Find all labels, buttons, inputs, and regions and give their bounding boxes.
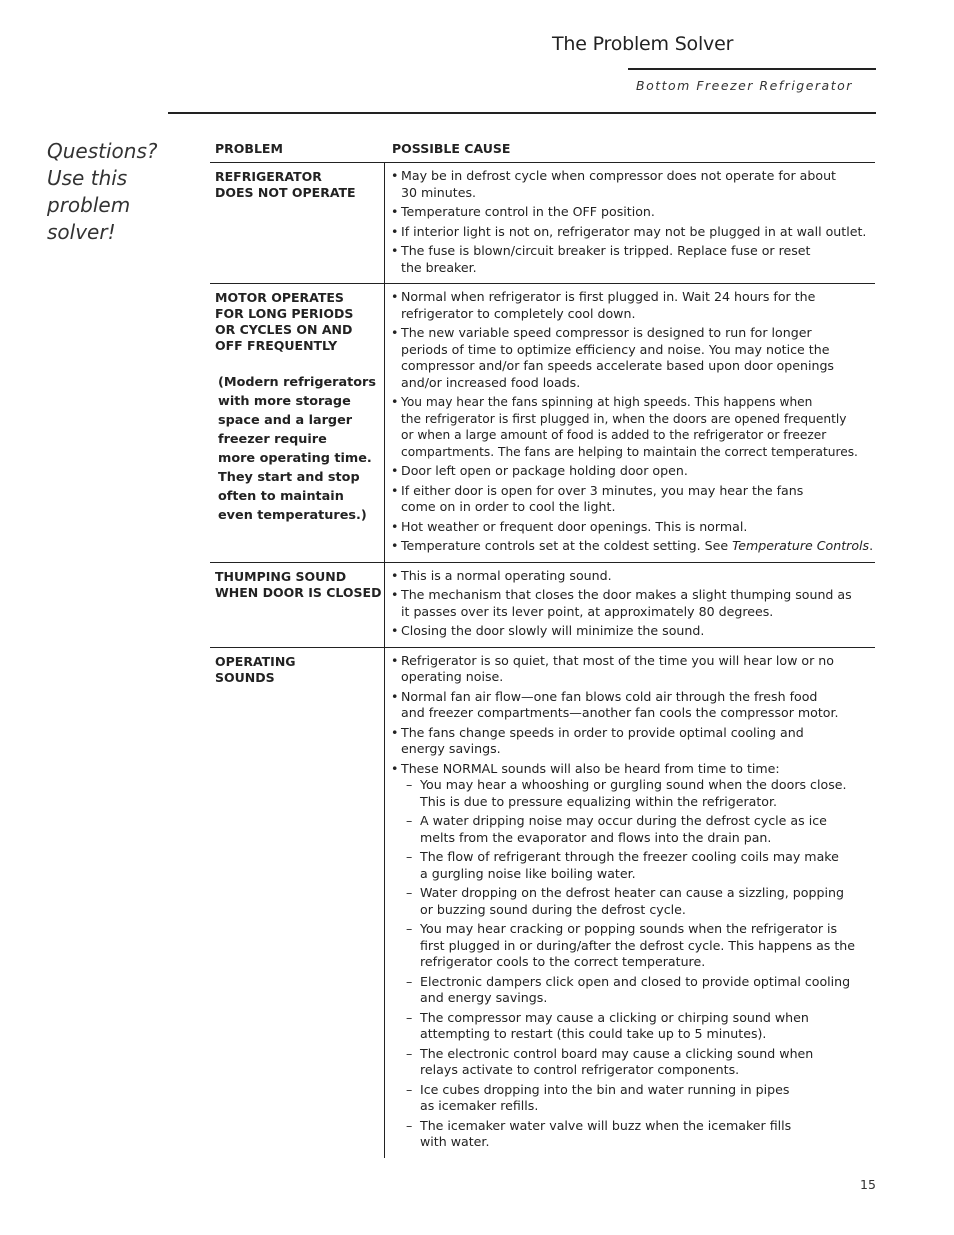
page-number: 15 (860, 1177, 876, 1192)
problem-cell (210, 648, 385, 1158)
cause-item: • Hot weather or frequent door openings. This is normal. (391, 519, 875, 536)
cross-reference: Temperature Controls (732, 538, 870, 553)
cause-item: • Normal when refrigerator is first plugged in. Wait 24 hours for the refrigerator to completely cool down. (391, 289, 875, 322)
sub-item: – You may hear cracking or popping sounds when the refrigerator is first plugged in or during/after the defrost cycle. This happens as the refrigerator cools to the correct temperature. (401, 921, 875, 971)
cause-item: • Temperature control in the OFF position. (391, 204, 875, 221)
problem-cell (210, 163, 385, 283)
problem-cell (210, 284, 385, 562)
sidebar-callout (47, 138, 158, 246)
problem-name: THUMPING SOUND WHEN DOOR IS CLOSED (215, 568, 382, 600)
cause-item: • Closing the door slowly will minimize the sound. (391, 623, 875, 640)
sub-item: – The icemaker water valve will buzz when the icemaker fills with water. (401, 1118, 875, 1151)
problem-name: REFRIGERATOR DOES NOT OPERATE (215, 169, 356, 200)
cause-cell (385, 163, 875, 283)
cause-cell (385, 563, 875, 647)
sub-item: – Ice cubes dropping into the bin and water running in pipes as icemaker refills. (401, 1082, 875, 1115)
cause-cell (385, 284, 875, 562)
sub-item: – Water dropping on the defrost heater can cause a sizzling, popping or buzzing sound during the defrost cycle. (401, 885, 875, 918)
cause-item: • The fuse is blown/circuit breaker is tripped. Replace fuse or reset the breaker. (391, 243, 875, 276)
cause-item: • These NORMAL sounds will also be heard from time to time: – You may hear a whooshing or gurgling sound when the doors close. This is due to pressure equalizing within the refrigerator. – A water dripping noise may occur during the defrost cycle as ice melts from the evaporator and flows into the drain pan. – The flow of refrigerant through the freezer cooling coils may make a gurgling noise like boiling water. – Water dropping on the defrost heater can cause a sizzling, popping or buzzing sound during the defrost cycle. – You may hear cracking or popping sounds when the refrigerator is first plugged in or during/after the defrost cycle. This happens as the refrigerator cools to the correct temperature. – Electronic dampers click open and closed to provide optimal cooling and energy savings. – The compressor may cause a clicking or chirping sound when attempting to restart (this could take up to 5 minutes). – The electronic control board may cause a clicking sound when relays activate to control refrigerator components. – Ice cubes dropping into the bin and water running in pipes as icemaker refills. – The icemaker water valve will buzz when the icemaker fills with water. (391, 761, 875, 1151)
title-underline (628, 68, 876, 70)
column-header-cause: POSSIBLE CAUSE (392, 141, 511, 156)
cause-cell (385, 648, 875, 1158)
sidebar-line: problem (47, 193, 131, 217)
table-row (210, 162, 875, 283)
cause-item: • If either door is open for over 3 minutes, you may hear the fans come on in order to cool the light. (391, 483, 875, 516)
problem-solver-table (210, 162, 875, 1158)
cause-item: • Normal fan air flow—one fan blows cold air through the fresh food and freezer compartments—another fan cools the compressor motor. (391, 689, 875, 722)
cause-item: • The new variable speed compressor is designed to run for longer periods of time to optimize efficiency and noise. You may notice the compressor and/or fan speeds accelerate based upon door openings and/or increased food loads. (391, 325, 875, 391)
cause-item: • Temperature controls set at the coldest setting. See Temperature Controls. (391, 538, 875, 555)
page-title: The Problem Solver (552, 33, 734, 55)
sub-item: – The compressor may cause a clicking or chirping sound when attempting to restart (this could take up to 5 minutes). (401, 1010, 875, 1043)
sub-item: – Electronic dampers click open and closed to provide optimal cooling and energy savings. (401, 974, 875, 1007)
sub-item: – The flow of refrigerant through the freezer cooling coils may make a gurgling noise like boiling water. (401, 849, 875, 882)
problem-name: OPERATING SOUNDS (215, 653, 296, 685)
cause-item: • If interior light is not on, refrigerator may not be plugged in at wall outlet. (391, 224, 875, 241)
column-header-problem: PROBLEM (215, 141, 283, 156)
page-subtitle: Bottom Freezer Refrigerator (636, 78, 853, 93)
cause-item: • May be in defrost cycle when compressor does not operate for about 30 minutes. (391, 168, 875, 201)
sub-item: – The electronic control board may cause a clicking sound when relays activate to control refrigerator components. (401, 1046, 875, 1079)
sidebar-line: Use this (47, 166, 128, 190)
problem-name: MOTOR OPERATES FOR LONG PERIODS OR CYCLES ON AND OFF FREQUENTLY (215, 290, 354, 353)
sidebar-line: Questions? (47, 139, 158, 163)
sidebar-line: solver! (47, 220, 116, 244)
cause-item: • This is a normal operating sound. (391, 568, 875, 585)
table-row (210, 647, 875, 1158)
sub-item: – A water dripping noise may occur during the defrost cycle as ice melts from the evaporator and flows into the drain pan. (401, 813, 875, 846)
section-divider (168, 112, 876, 114)
cause-item: • The mechanism that closes the door makes a slight thumping sound as it passes over its lever point, at approximately 80 degrees. (391, 587, 875, 620)
table-row (210, 562, 875, 647)
sub-list (401, 777, 875, 1151)
problem-cell (210, 563, 385, 647)
sub-item: – You may hear a whooshing or gurgling sound when the doors close. This is due to pressure equalizing within the refrigerator. (401, 777, 875, 810)
table-row (210, 283, 875, 562)
cause-item: • The fans change speeds in order to provide optimal cooling and energy savings. (391, 725, 875, 758)
cause-item: • Refrigerator is so quiet, that most of the time you will hear low or no operating noise. (391, 653, 875, 686)
cause-item: • You may hear the fans spinning at high speeds. This happens when the refrigerator is first plugged in, when the doors are opened frequently or when a large amount of food is added to the refrigerator or freezer compartments. The fans are helping to maintain the correct temperatures. (391, 394, 875, 460)
cause-item: • Door left open or package holding door open. (391, 463, 875, 480)
problem-note: (Modern refrigerators with more storage space and a larger freezer require more operating time. They start and stop often to maintain even temperatures.) (218, 375, 376, 523)
